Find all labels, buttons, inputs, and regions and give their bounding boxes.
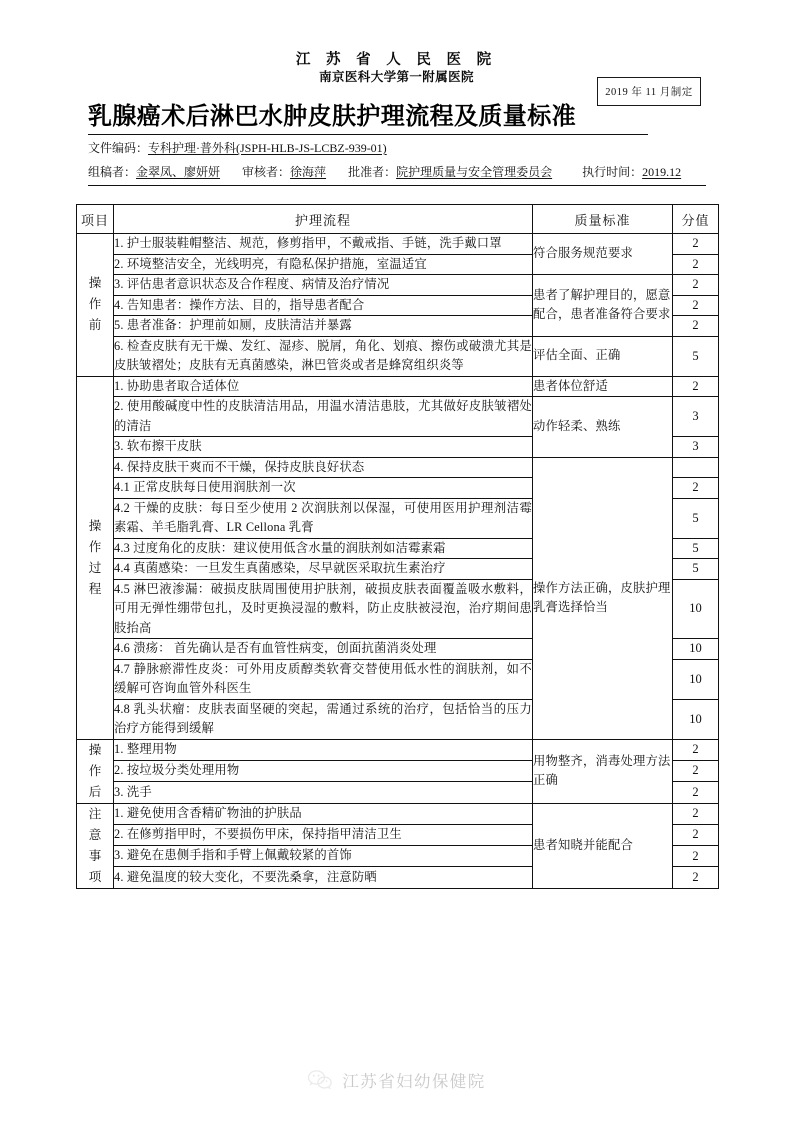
score-cell: 10: [673, 659, 719, 699]
standard-cell: 符合服务规范要求: [533, 234, 673, 275]
flow-cell: 4.7 静脉瘀滞性皮炎：可外用皮质醇类软膏交替使用低水性的润肤剂，如不缓解可咨询血管外科医生: [114, 659, 533, 699]
standard-cell: 操作方法正确，皮肤护理乳膏选择恰当: [533, 457, 673, 739]
score-cell: 2: [673, 478, 719, 499]
score-cell: 2: [673, 254, 719, 275]
author-value: 金翠凤、廖妍妍: [136, 165, 221, 179]
flow-cell: 4.8 乳头状瘤：皮肤表面坚硬的突起，需通过系统的治疗，包括恰当的压力治疗方能得到缓解: [114, 699, 533, 739]
score-cell: 10: [673, 579, 719, 639]
standard-cell: 患者了解护理目的，愿意配合，患者准备符合要求: [533, 275, 673, 337]
author-label: 组稿者：: [88, 165, 137, 179]
standard-cell: 患者知晓并能配合: [533, 803, 673, 888]
score-cell: 5: [673, 336, 719, 376]
hospital-name: 江 苏 省 人 民 医 院: [295, 52, 498, 68]
flow-cell: 2. 环境整洁安全，光线明亮，有隐私保护措施，室温适宜: [114, 254, 533, 275]
section-label-text: 操作后: [88, 742, 102, 799]
column-header-item: 项目: [77, 205, 114, 234]
score-cell: 2: [673, 295, 719, 316]
flow-cell: 4.3 过度角化的皮肤：建议使用低含水量的润肤剂如洁霉素霜: [114, 538, 533, 559]
header-divider: [88, 185, 706, 186]
flow-cell: 1. 整理用物: [114, 739, 533, 760]
score-cell: 2: [673, 760, 719, 781]
section-label-text: 注意事项: [88, 806, 102, 884]
score-cell: 10: [673, 639, 719, 660]
standard-cell: 动作轻柔、熟练: [533, 397, 673, 458]
section-label-3: [77, 739, 114, 803]
flow-cell: 2. 在修剪指甲时，不要损伤甲床，保持指甲清洁卫生: [114, 824, 533, 845]
table-row: [77, 457, 719, 478]
score-cell: 2: [673, 275, 719, 296]
effective-date-value: 2019.12: [642, 165, 682, 179]
score-cell: 2: [673, 316, 719, 337]
flow-cell: 4.1 正常皮肤每日使用润肤剂一次: [114, 478, 533, 499]
section-label-text: 操作前: [88, 276, 102, 333]
footer-watermark: [0, 1068, 793, 1092]
flow-cell: 4.2 干燥的皮肤：每日至少使用 2 次润肤剂以保湿，可使用医用护理剂洁霉素霜、羊毛脂乳膏、LR Cellona 乳膏: [114, 498, 533, 538]
score-cell: 5: [673, 559, 719, 580]
score-cell: 2: [673, 867, 719, 888]
flow-cell: 4. 保持皮肤干爽而不干燥，保持皮肤良好状态: [114, 457, 533, 478]
flow-cell: 3. 洗手: [114, 782, 533, 803]
document-code-label: 文件编码：: [88, 141, 149, 155]
section-label-1: [77, 234, 114, 377]
section-label-2: [77, 376, 114, 739]
table-header-row: [77, 205, 719, 234]
section-label-text: 操作过程: [88, 518, 102, 596]
section-label-4: [77, 803, 114, 888]
score-cell: 2: [673, 782, 719, 803]
flow-cell: 4. 告知患者：操作方法、目的，指导患者配合: [114, 295, 533, 316]
document-signoff-line: [88, 163, 681, 181]
hospital-subname: 南京医科大学第一附属医院: [319, 70, 474, 84]
table-row: [77, 275, 719, 296]
flow-cell: 3. 避免在患侧手指和手臂上佩戴较紧的首饰: [114, 846, 533, 867]
table-row: [77, 376, 719, 397]
document-code-line: [88, 139, 387, 157]
table-row: [77, 739, 719, 760]
score-cell: [673, 457, 719, 478]
document-code-value: 专科护理·普外科(JSPH-HLB-JS-LCBZ-939-01): [148, 141, 387, 155]
table-row: [77, 803, 719, 824]
flow-cell: 1. 避免使用含香精矿物油的护肤品: [114, 803, 533, 824]
standards-table-wrapper: [76, 204, 718, 889]
flow-cell: 3. 评估患者意识状态及合作程度、病情及治疗情况: [114, 275, 533, 296]
column-header-flow: 护理流程: [114, 205, 533, 234]
column-header-score: 分值: [673, 205, 719, 234]
flow-cell: 1. 协助患者取合适体位: [114, 376, 533, 397]
flow-cell: 3. 软布擦干皮肤: [114, 437, 533, 458]
column-header-standard: 质量标准: [533, 205, 673, 234]
table-row: [77, 234, 719, 255]
standard-cell: 用物整齐，消毒处理方法正确: [533, 739, 673, 803]
flow-cell: 2. 按垃圾分类处理用物: [114, 760, 533, 781]
standard-cell: 患者体位舒适: [533, 376, 673, 397]
approver-label: 批准者：: [348, 165, 397, 179]
score-cell: 2: [673, 376, 719, 397]
score-cell: 3: [673, 437, 719, 458]
flow-cell: 6. 检查皮肤有无干燥、发红、湿疹、脱屑，角化、划痕、擦伤或破溃尤其是皮肤皱褶处；皮肤有无真菌感染，淋巴管炎或者是蜂窝组织炎等: [114, 336, 533, 376]
flow-cell: 4.4 真菌感染：一旦发生真菌感染，尽早就医采取抗生素治疗: [114, 559, 533, 580]
issue-date-box: 2019 年 11 月制定: [597, 77, 701, 106]
score-cell: 5: [673, 538, 719, 559]
table-row: [77, 336, 719, 376]
flow-cell: 2. 使用酸碱度中性的皮肤清洁用品，用温水清洁患肢，尤其做好皮肤皱褶处的清洁: [114, 397, 533, 437]
flow-cell: 4.5 淋巴液渗漏：破损皮肤周围使用护肤剂，破损皮肤表面覆盖吸水敷料，可用无弹性绷带包扎，及时更换浸湿的敷料，防止皮肤被浸泡，治疗期间患肢抬高: [114, 579, 533, 639]
table-head: [77, 205, 719, 234]
reviewer-label: 审核者：: [242, 165, 291, 179]
standards-table: [76, 204, 719, 889]
score-cell: 2: [673, 234, 719, 255]
reviewer-value: 徐海萍: [290, 165, 327, 179]
score-cell: 2: [673, 739, 719, 760]
score-cell: 3: [673, 397, 719, 437]
flow-cell: 4. 避免温度的较大变化，不要洗桑拿，注意防晒: [114, 867, 533, 888]
page-title: 乳腺癌术后淋巴水肿皮肤护理流程及质量标准: [88, 102, 648, 135]
flow-cell: 1. 护士服装鞋帽整洁、规范，修剪指甲，不戴戒指、手链，洗手戴口罩: [114, 234, 533, 255]
score-cell: 2: [673, 803, 719, 824]
approver-value: 院护理质量与安全管理委员会: [396, 165, 553, 179]
standard-cell: 评估全面、正确: [533, 336, 673, 376]
score-cell: 2: [673, 824, 719, 845]
score-cell: 2: [673, 846, 719, 867]
table-body: [77, 234, 719, 889]
score-cell: 10: [673, 699, 719, 739]
wechat-official-account-icon: [307, 1069, 333, 1091]
flow-cell: 4.6 溃疡： 首先确认是否有血管性病变，创面抗菌消炎处理: [114, 639, 533, 660]
footer-account-name: 江苏省妇幼保健院: [342, 1073, 486, 1091]
effective-date-label: 执行时间：: [582, 165, 643, 179]
table-row: [77, 397, 719, 437]
flow-cell: 5. 患者准备：护理前如厕，皮肤清洁并暴露: [114, 316, 533, 337]
score-cell: 5: [673, 498, 719, 538]
